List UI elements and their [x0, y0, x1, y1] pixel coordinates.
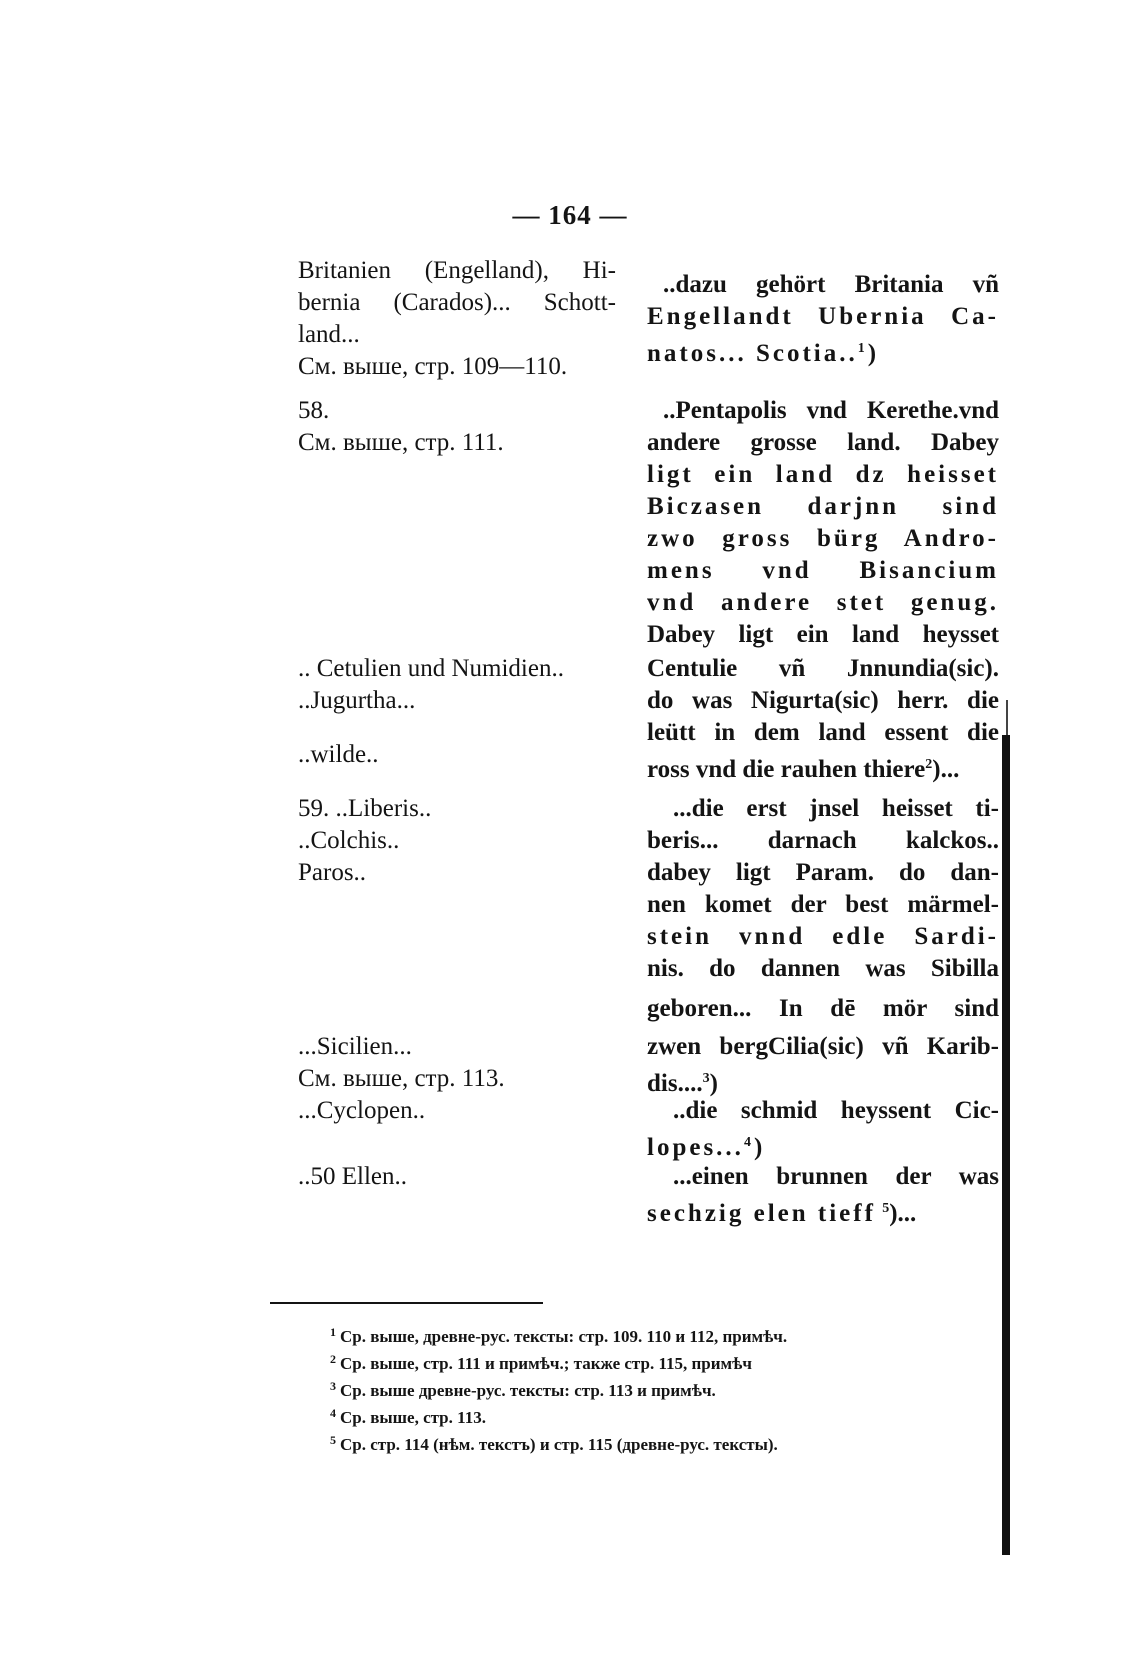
right-line: nen komet der best märmel-: [647, 891, 999, 918]
footnote-1: [330, 1320, 1010, 1349]
closing-paren: ): [709, 1070, 718, 1097]
right-line: leütt in dem land essent die: [647, 719, 999, 746]
right-line: dabey ligt Param. do dan-: [647, 859, 999, 886]
left-line: ..Jugurtha...: [298, 687, 416, 714]
footnote-ref-3: 3: [702, 1071, 710, 1086]
right-line: ..Pentapolis vnd Kerethe.vnd: [663, 397, 999, 424]
footnote-number: 5: [330, 1433, 336, 1447]
footnote-5: [330, 1428, 1010, 1457]
scan-edge-mark: [1006, 700, 1008, 740]
right-line: mens vnd Bisancium: [647, 557, 999, 584]
right-line: geboren... In dē mör sind: [647, 995, 999, 1022]
closing-paren: ): [753, 1134, 766, 1161]
right-line: do was Nigurta(sic) herr. die: [647, 687, 999, 714]
footnote-ref-4: 4: [743, 1135, 754, 1150]
left-line: См. выше, стр. 109—110.: [298, 353, 568, 380]
left-line: ...Sicilien...: [298, 1033, 412, 1060]
right-line: ..die schmid heyssent Cic-: [673, 1097, 999, 1124]
footnote-ref-1: 1: [857, 341, 868, 356]
footnote-text: Ср. выше, стр. 111 и примѣч.; также стр. 115, примѣч: [340, 1354, 752, 1373]
right-line: beris... darnach kalckos..: [647, 827, 999, 854]
right-line-text: dis....: [647, 1070, 703, 1097]
footnote-number: 1: [330, 1325, 336, 1339]
right-line: vnd andere stet genug.: [647, 589, 999, 616]
right-line-text: lopes...: [647, 1134, 744, 1161]
footnote-number: 3: [330, 1379, 336, 1393]
left-line: Britanien (Engelland), Hi-: [298, 257, 616, 284]
left-line: 59. ..Liberis..: [298, 795, 432, 822]
right-line: andere grosse land. Dabey: [647, 429, 999, 456]
footnote-text: Ср. стр. 114 (нѣм. текстъ) и стр. 115 (древне-рус. тексты).: [340, 1435, 778, 1454]
left-line: ..wilde..: [298, 741, 379, 768]
right-line: ..dazu gehört Britania vñ: [663, 271, 999, 298]
right-line: ...die erst jnsel heisset ti-: [673, 795, 999, 822]
right-line: [647, 1064, 999, 1099]
right-line-text: natos... Scotia..: [647, 340, 858, 367]
closing-paren: ): [867, 340, 880, 367]
right-line: zwen bergCilia(sic) vñ Karib-: [647, 1033, 999, 1060]
right-line: [647, 750, 999, 785]
left-line: Paros..: [298, 859, 367, 886]
left-line: .. Cetulien und Numidien..: [298, 655, 564, 682]
left-line: ...Cyclopen..: [298, 1097, 426, 1124]
left-line: См. выше, стр. 111.: [298, 429, 504, 456]
footnote-4: [330, 1401, 1010, 1430]
right-line: Centulie vñ Jnnundia(sic).: [647, 655, 999, 682]
right-line: Biczasen darjnn sind: [647, 493, 999, 520]
footnote-ref-2: 2: [925, 757, 933, 772]
right-line: [647, 1128, 999, 1163]
closing-paren: )...: [932, 756, 960, 783]
scan-binding-edge: [1002, 735, 1010, 1555]
right-line: [647, 334, 999, 369]
left-line: ..50 Ellen..: [298, 1163, 408, 1190]
right-line: Engellandt Ubernia Ca-: [647, 303, 999, 330]
right-line: [647, 1194, 999, 1229]
right-line: stein vnnd edle Sardi-: [647, 923, 999, 950]
footnote-number: 2: [330, 1352, 336, 1366]
page-number: — 164 —: [512, 200, 628, 230]
left-line: land...: [298, 321, 360, 348]
right-line-text: ross vnd die rauhen thiere: [647, 756, 926, 783]
left-line: См. выше, стр. 113.: [298, 1065, 505, 1092]
right-line: zwo gross bürg Andro-: [647, 525, 999, 552]
right-line: ligt ein land dz heisset: [647, 461, 999, 488]
right-line-text: sechzig elen tieff: [647, 1200, 876, 1227]
footnote-text: Ср. выше, стр. 113.: [340, 1408, 486, 1427]
right-line: Dabey ligt ein land heysset: [647, 621, 999, 648]
footnote-3: [330, 1374, 1010, 1403]
footnote-2: [330, 1347, 1010, 1376]
right-line: ...einen brunnen der was: [673, 1163, 999, 1190]
left-line: 58.: [298, 397, 330, 424]
left-line: ..Colchis..: [298, 827, 400, 854]
footnote-number: 4: [330, 1406, 336, 1420]
left-line: bernia (Carados)... Schott-: [298, 289, 616, 316]
footnote-ref-5: 5: [882, 1201, 890, 1216]
footnote-text: Ср. выше древне-рус. тексты: стр. 113 и примѣч.: [340, 1381, 716, 1400]
right-line: nis. do dannen was Sibilla: [647, 955, 999, 982]
footnote-divider: [270, 1302, 543, 1304]
closing-paren: )...: [889, 1200, 917, 1227]
footnote-text: Ср. выше, древне-рус. тексты: стр. 109. 110 и 112, примѣч.: [340, 1327, 788, 1346]
